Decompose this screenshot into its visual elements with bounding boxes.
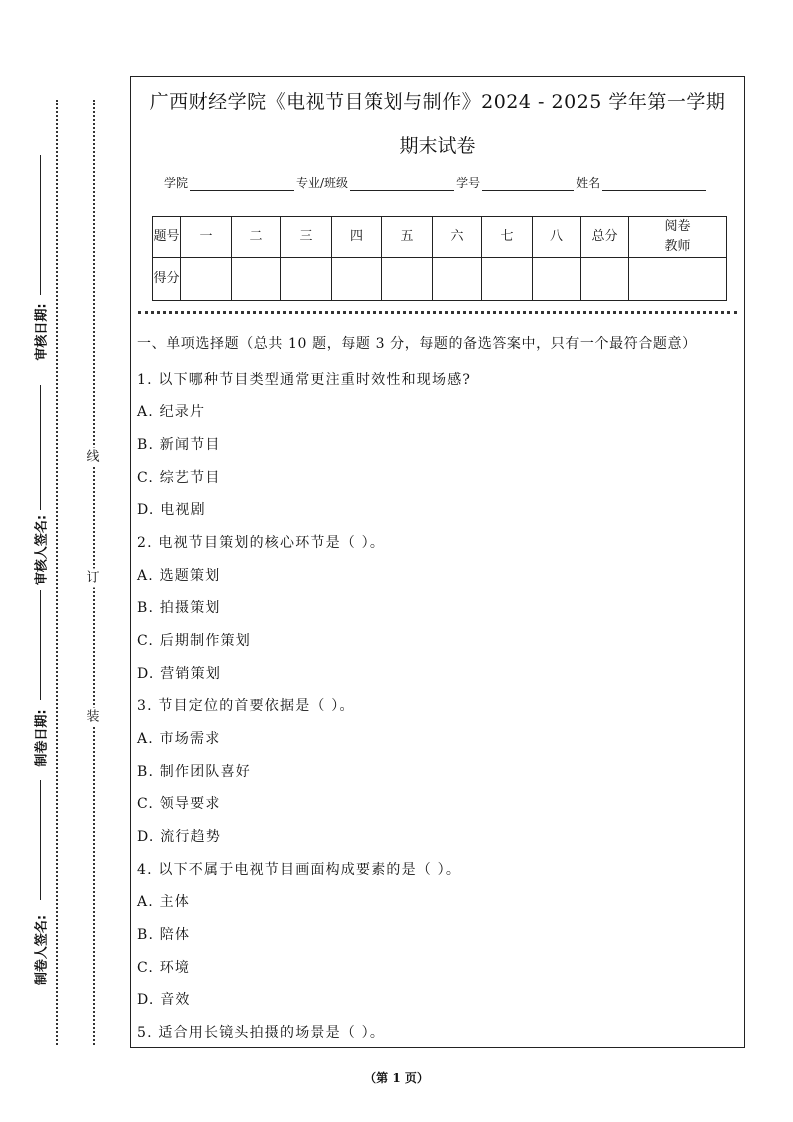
dotted-separator <box>138 311 737 314</box>
field-label-college: 学院 <box>164 176 189 190</box>
option-line: B. 新闻节目 <box>137 437 221 453</box>
score-cell[interactable] <box>533 258 581 301</box>
score-header-cell: 四 <box>332 217 382 258</box>
binding-cut-column <box>73 100 113 1045</box>
exam-title: 广西财经学院《电视节目策划与制作》2024 - 2025 学年第一学期 <box>149 91 726 113</box>
field-label-student-id: 学号 <box>456 176 481 190</box>
score-cell[interactable] <box>581 258 629 301</box>
student-info-row <box>164 174 708 191</box>
cut-mark-line: 线 <box>86 449 100 465</box>
score-cell[interactable] <box>232 258 281 301</box>
option-line: A. 市场需求 <box>137 731 221 747</box>
score-cell[interactable] <box>482 258 533 301</box>
option-line: C. 环境 <box>137 960 191 976</box>
score-cell[interactable] <box>382 258 433 301</box>
option-line: D. 音效 <box>137 992 191 1008</box>
score-header-cell: 二 <box>232 217 281 258</box>
reviewer-signature-label: 审核人签名: <box>31 513 50 587</box>
page-number: （第 1 页） <box>364 1071 429 1085</box>
signature-line <box>40 385 41 510</box>
section-heading: 一、单项选择题（总共 10 题，每题 3 分，每题的备选答案中，只有一个最符合题意） <box>137 336 697 352</box>
option-line: A. 主体 <box>137 894 191 910</box>
score-cell[interactable] <box>629 258 727 301</box>
score-row-label: 得分 <box>153 258 181 301</box>
question-line: 1. 以下哪种节目类型通常更注重时效性和现场感? <box>137 372 472 388</box>
option-line: B. 制作团队喜好 <box>137 764 251 780</box>
score-cell[interactable] <box>433 258 482 301</box>
name-blank[interactable] <box>602 178 706 191</box>
score-cell[interactable] <box>181 258 232 301</box>
score-header-cell: 三 <box>281 217 332 258</box>
signature-line <box>40 780 41 900</box>
score-header-cell: 题号 <box>153 217 181 258</box>
score-table-score-row <box>153 258 727 301</box>
score-header-cell: 六 <box>433 217 482 258</box>
score-table-header-row <box>153 217 727 258</box>
option-line: C. 领导要求 <box>137 796 221 812</box>
paper-date-label: 制卷日期: <box>31 707 50 768</box>
question-line: 2. 电视节目策划的核心环节是（ ）。 <box>137 535 386 551</box>
option-line: D. 电视剧 <box>137 502 206 518</box>
score-header-cell: 阅卷教师 <box>629 217 727 258</box>
cut-mark-bind: 订 <box>86 570 100 586</box>
question-line: 5. 适合用长镜头拍摄的场景是（ ）。 <box>137 1025 386 1041</box>
paper-author-signature-label: 制卷人签名: <box>31 913 50 987</box>
major-class-blank[interactable] <box>350 178 454 191</box>
question-line: 3. 节目定位的首要依据是（ ）。 <box>137 698 355 714</box>
binding-dotted-line <box>56 100 58 1045</box>
score-header-cell: 八 <box>533 217 581 258</box>
score-header-cell: 总分 <box>581 217 629 258</box>
exam-subtitle: 期末试卷 <box>399 135 476 157</box>
score-table <box>152 216 727 301</box>
score-cell[interactable] <box>332 258 382 301</box>
score-header-cell: 五 <box>382 217 433 258</box>
score-header-cell: 一 <box>181 217 232 258</box>
option-line: B. 拍摄策划 <box>137 600 221 616</box>
student-id-blank[interactable] <box>482 178 574 191</box>
signature-line <box>40 155 41 295</box>
field-label-name: 姓名 <box>576 176 601 190</box>
option-line: B. 陪体 <box>137 927 191 943</box>
option-line: C. 后期制作策划 <box>137 633 251 649</box>
option-line: C. 综艺节目 <box>137 470 221 486</box>
option-line: D. 营销策划 <box>137 666 222 682</box>
field-label-major-class: 专业/班级 <box>296 176 349 190</box>
question-line: 4. 以下不属于电视节目画面构成要素的是（ ）。 <box>137 862 462 878</box>
option-line: D. 流行趋势 <box>137 829 222 845</box>
score-cell[interactable] <box>281 258 332 301</box>
college-blank[interactable] <box>190 178 294 191</box>
signature-line <box>40 590 41 700</box>
exam-frame <box>130 76 745 1048</box>
cut-mark-install: 装 <box>86 709 100 725</box>
option-line: A. 选题策划 <box>137 568 221 584</box>
binding-signature-column <box>20 100 60 1045</box>
option-line: A. 纪录片 <box>137 404 206 420</box>
review-date-label: 审核日期: <box>31 301 50 362</box>
score-header-cell: 七 <box>482 217 533 258</box>
